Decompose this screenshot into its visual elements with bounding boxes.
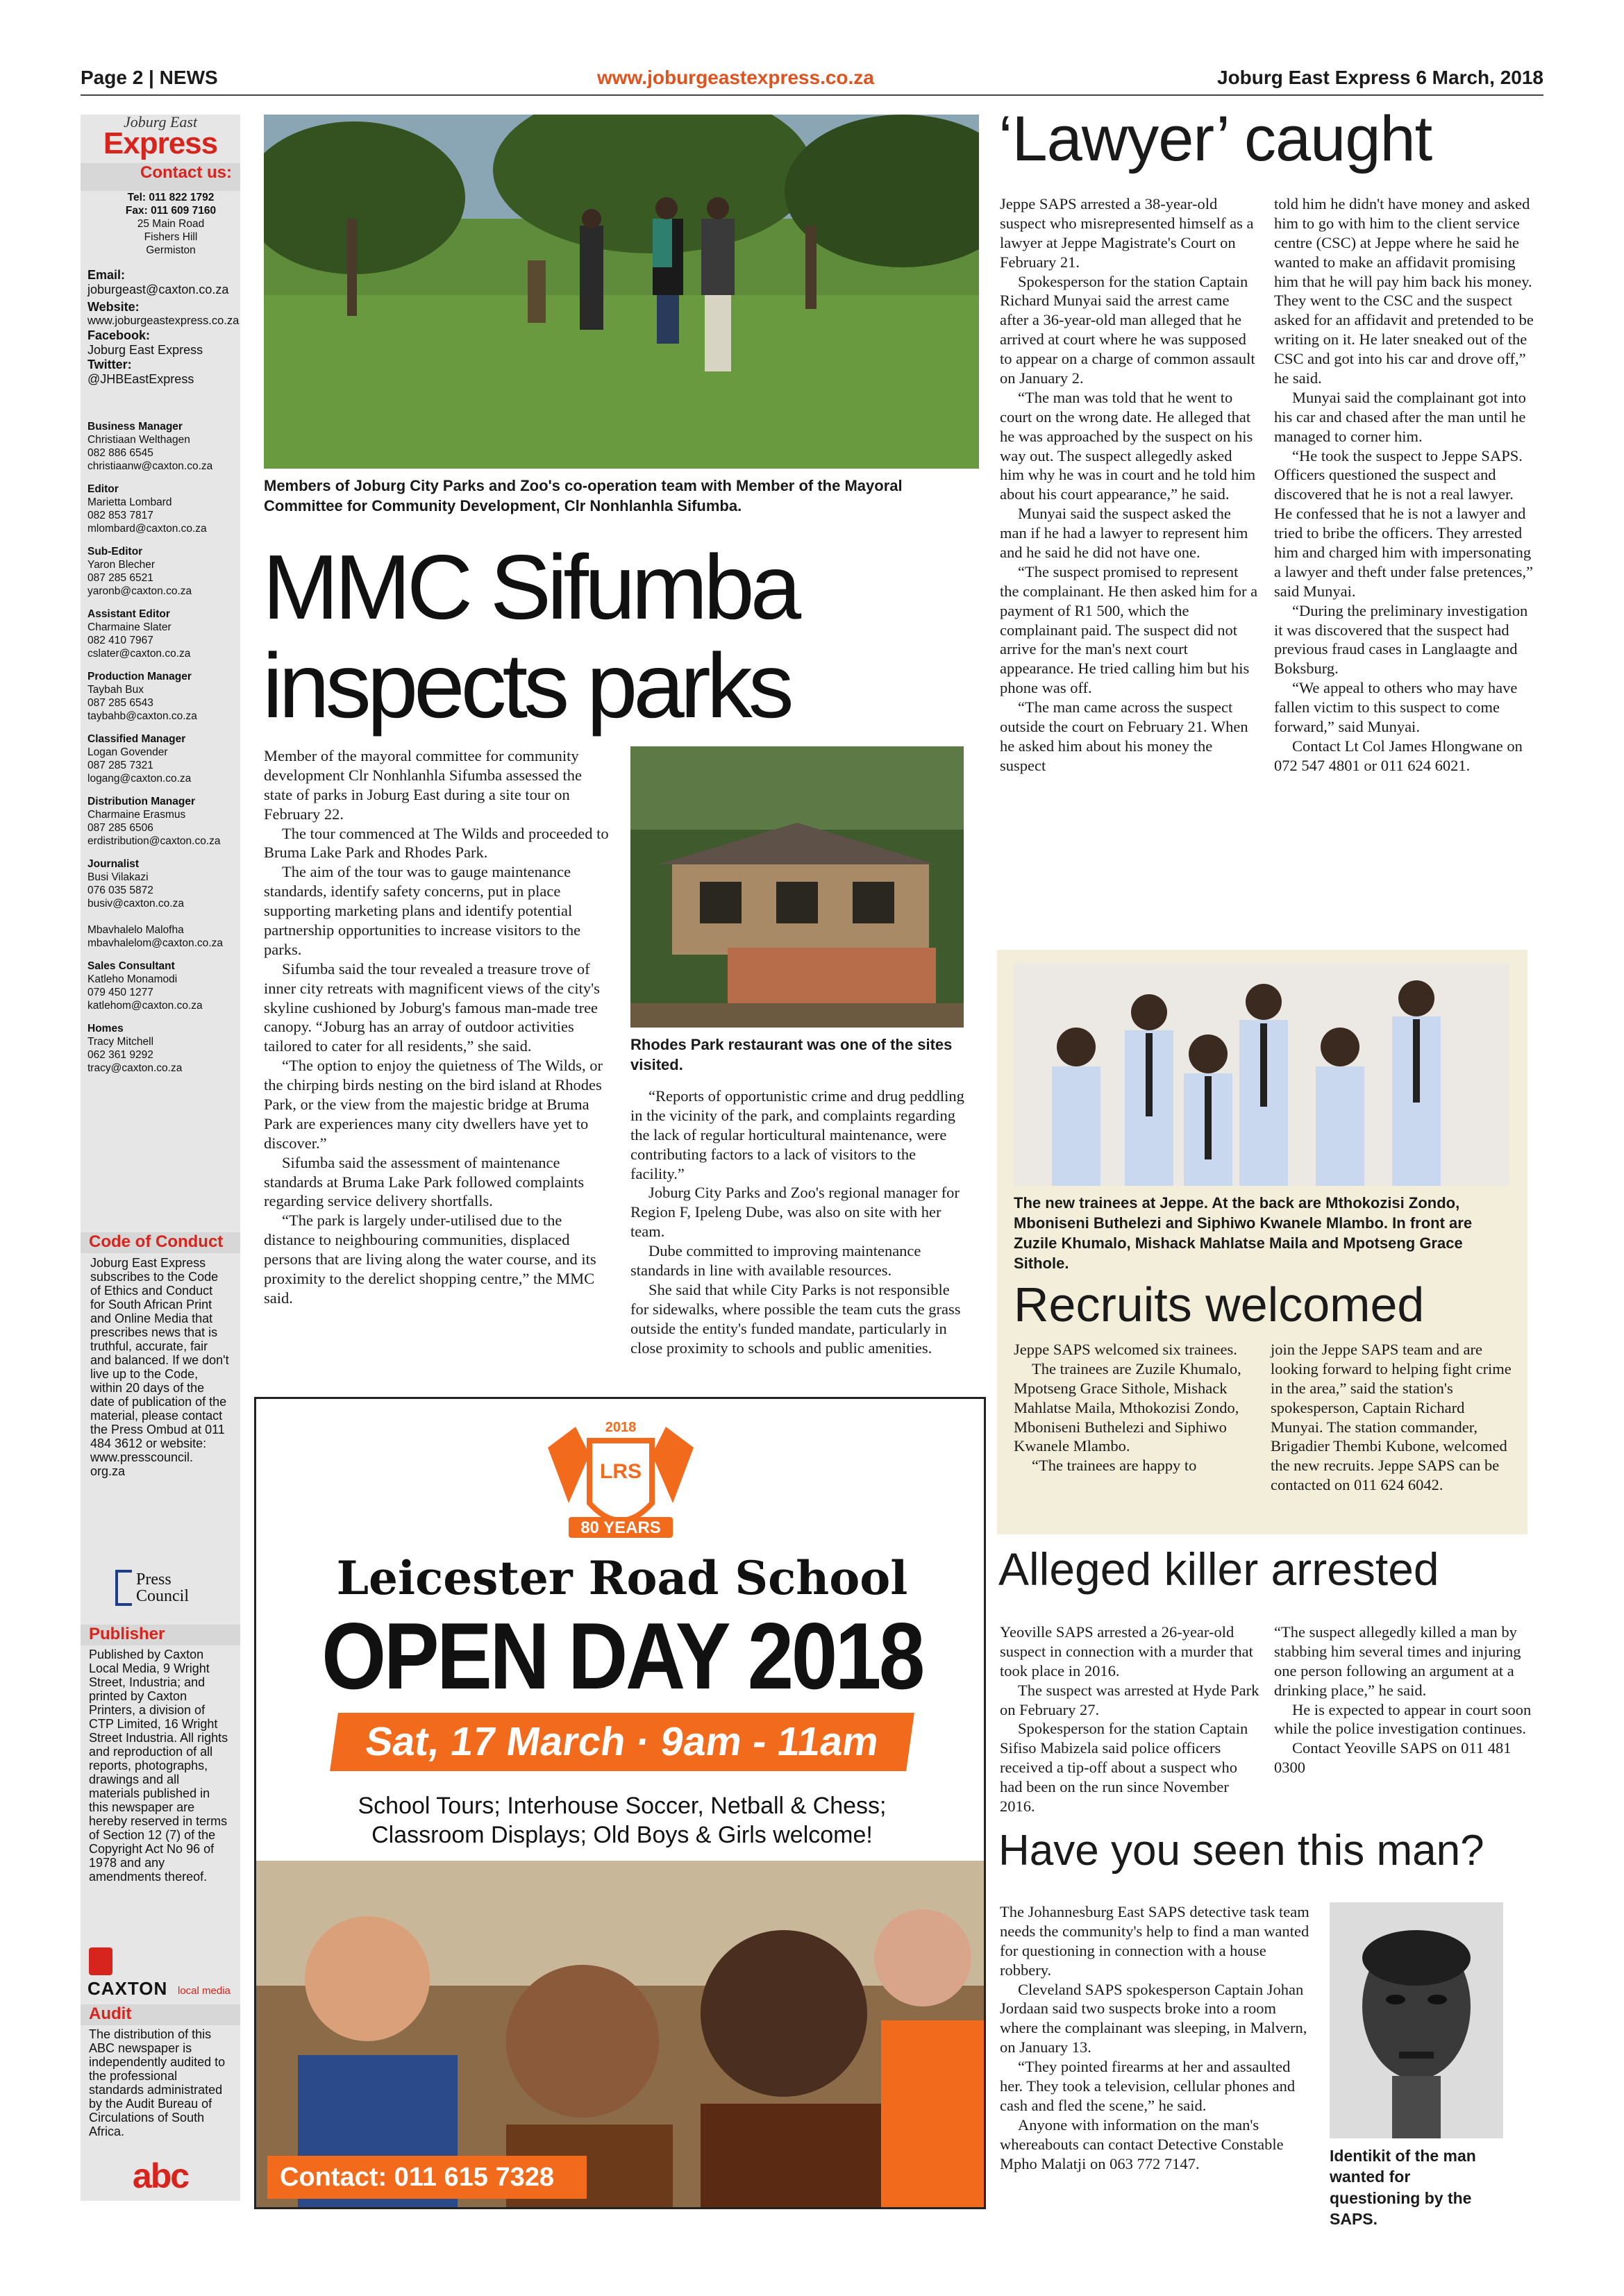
paragraph: Member of the mayoral committee for community development Clr Nonhlanhla Sifumba assessed the state of parks in Joburg East during a site tour on February 22. — [264, 747, 583, 823]
killer-column-1 — [1000, 1623, 1260, 1816]
recruits-photo — [1014, 964, 1509, 1186]
caxton-icon — [89, 1947, 112, 1975]
paragraph: The tour commenced at The Wilds and proceeded to Bruma Lake Park and Rhodes Park. — [264, 824, 609, 862]
website-url[interactable]: www.joburgeastexpress.co.za — [597, 67, 874, 88]
paragraph: “The park is largely under-utilised due to the distance to neighbouring communities, displaced persons that are living along the water course, and its proximity to the derelict shopping centre,” the MMC said. — [264, 1212, 596, 1307]
paragraph: Cleveland SAPS spokesperson Captain Johan Jordaan said two suspects broke into a room where the complainant was sleeping, in Malvern, on January 13. — [1000, 1980, 1307, 2056]
audit-heading: Audit — [89, 2004, 132, 2023]
paragraph: He is expected to appear in court soon while the police investigation continues. — [1274, 1700, 1532, 1738]
staff-list — [81, 420, 240, 1084]
paragraph: told him he didn't have money and asked him to go with him to the client service centre (CSC) at Jeppe where he said he wanted to make an affidavit promising him that he will pay him back his money. They went to the CSC and the suspect asked for an affidavit and pretended to be writing on it. He later sneaked out of the CSC and got into his car and drove off,” he said. — [1274, 195, 1534, 387]
mmc-headline: MMC Sifumba inspects parks — [262, 536, 798, 737]
mmc-column-2 — [630, 1087, 971, 1357]
staff-entry — [87, 857, 240, 950]
staff-detail: Christiaan Welthagen — [87, 434, 190, 446]
school-name: Leicester Road School — [336, 1551, 908, 1605]
publisher-heading: Publisher — [89, 1625, 165, 1643]
identikit-caption: Identikit of the man wanted for questioning by the SAPS. — [1330, 2147, 1476, 2229]
staff-role: Business Manager — [87, 421, 183, 433]
paragraph: The trainees are Zuzile Khumalo, Mpotseng Grace Sithole, Mishack Mahlatse Maila, Mthokozisi Zondo, Mboniseni Buthelezi and Siphiwo Kwanele Mlambo. — [1014, 1359, 1241, 1455]
staff-entry — [87, 732, 240, 785]
staff-detail: 087 285 6543 — [87, 697, 153, 709]
paragraph: Jeppe SAPS welcomed six trainees. — [1014, 1341, 1237, 1358]
paragraph: “We appeal to others who may have fallen victim to this suspect to come forward,” said Munyai. — [1274, 679, 1518, 736]
paragraph: Sifumba said the assessment of maintenance standards at Bruma Lake Park followed complaints regarding service delivery shortfalls. — [264, 1153, 585, 1210]
paragraph: Contact Yeoville SAPS on 011 481 0300 — [1274, 1739, 1512, 1777]
staff-detail[interactable]: taybahb@caxton.co.za — [87, 710, 197, 722]
staff-detail[interactable]: busiv@caxton.co.za — [87, 898, 184, 910]
killer-headline: Alleged killer arrested — [998, 1543, 1439, 1595]
staff-role: Distribution Manager — [87, 796, 196, 807]
paragraph: Yeoville SAPS arrested a 26-year-old suspect in connection with a murder that took place in 2016. — [1000, 1623, 1253, 1679]
identikit-image — [1330, 1902, 1503, 2138]
paragraph: “The man came across the suspect outside the court on February 21. When he asked him about his money the suspect — [1000, 698, 1248, 774]
staff-entry — [87, 545, 240, 598]
staff-detail: Charmaine Erasmus — [87, 809, 186, 821]
activities-line-1: School Tours; Interhouse Soccer, Netball & Chess; — [358, 1793, 887, 1819]
paragraph: “During the preliminary investigation it was discovered that the suspect had previous fraud cases in Langlaagte and Boksburg. — [1274, 601, 1528, 678]
code-of-conduct-heading: Code of Conduct — [89, 1232, 224, 1251]
staff-detail: 076 035 5872 — [87, 885, 153, 896]
lawyer-column-2 — [1274, 194, 1534, 776]
audit-text: The distribution of this ABC newspaper is independently audited to the professional standards administrated by the Audit Bureau of Circulations of South Africa. — [89, 2027, 226, 2138]
sidebar — [81, 115, 240, 2201]
paragraph: “Reports of opportunistic crime and drug peddling in the vicinity of the park, and complaints regarding the lack of regular horticultural maintenance, were contributing factors to a lack of visitors to the facility.” — [630, 1087, 964, 1182]
recruits-photo-image — [1014, 964, 1509, 1186]
staff-detail[interactable]: mlombard@caxton.co.za — [87, 523, 207, 535]
website-link[interactable]: www.joburgeastexpress.co.za — [87, 315, 240, 327]
paragraph: She said that while City Parks is not responsible for sidewalks, where possible the team cuts the grass outside the entity's funded mandate, particularly in close proximity to schools and public amenities. — [630, 1280, 961, 1357]
paragraph: “They pointed firearms at her and assaulted her. They took a television, cellular phones and cash and fled the scene,” he said. — [1000, 2058, 1296, 2114]
staff-role: Journalist — [87, 858, 140, 870]
staff-detail: 087 285 7321 — [87, 760, 153, 771]
paragraph: The Johannesburg East SAPS detective task team needs the community's help to find a man wanted for questioning in connection with a house robbery. — [1000, 1903, 1309, 1979]
lawyer-headline: ‘Lawyer’ caught — [998, 103, 1432, 174]
paragraph: Anyone with information on the man's whereabouts can contact Detective Constable Mpho Malatji on 063 772 7147. — [1000, 2115, 1284, 2172]
paragraph: “He took the suspect to Jeppe SAPS. Officers questioned the suspect and discovered that he is not a real lawyer. He confessed that he is not a lawyer and tried to bribe the officers. They arrested him and charged him with impersonating a lawyer and theft under false pretences,” said Munyai. — [1274, 446, 1533, 600]
missing-headline: Have you seen this man? — [998, 1827, 1484, 1875]
staff-detail[interactable]: tracy@caxton.co.za — [87, 1062, 183, 1074]
staff-entry — [87, 960, 240, 1012]
staff-detail: 082 410 7967 — [87, 635, 153, 646]
staff-detail: Charmaine Slater — [87, 621, 171, 633]
staff-role: Sales Consultant — [87, 960, 175, 972]
masthead-logo: Joburg East Express — [103, 113, 218, 160]
paragraph: “The suspect promised to represent the complainant. He then asked him for a payment of R1 500, which the complainant paid. The suspect did not arrive for the man's next court appearance. He tried calling him but his phone was off. — [1000, 562, 1258, 697]
email-link[interactable]: joburgeast@caxton.co.za — [87, 283, 229, 296]
staff-detail: 062 361 9292 — [87, 1049, 153, 1061]
staff-detail: Taybah Bux — [87, 684, 144, 696]
press-council-icon — [115, 1570, 132, 1606]
recruits-headline: Recruits welcomed — [1014, 1277, 1425, 1332]
parks-photo-caption: Members of Joburg City Parks and Zoo's co-operation team with Member of the Mayoral Committee for Community Development, Clr Nonhlanhla Sifumba. — [264, 477, 903, 515]
staff-detail: 082 886 6545 — [87, 447, 153, 459]
facebook-link[interactable]: Joburg East Express — [87, 343, 203, 357]
staff-role: Production Manager — [87, 671, 192, 682]
staff-detail[interactable]: logang@caxton.co.za — [87, 773, 192, 785]
parks-team-photo-image — [264, 115, 979, 469]
staff-role: Editor — [87, 483, 119, 495]
staff-detail[interactable]: katlehom@caxton.co.za — [87, 1000, 203, 1012]
open-day-advert — [254, 1397, 986, 2209]
activities-line-2: Classroom Displays; Old Boys & Girls welcome! — [371, 1822, 873, 1848]
staff-detail: 082 853 7817 — [87, 510, 153, 521]
staff-detail: 079 450 1277 — [87, 987, 153, 998]
paragraph: Dube committed to improving maintenance standards in line with available resources. — [630, 1242, 921, 1280]
staff-detail: Busi Vilakazi — [87, 871, 149, 883]
paragraph: “The suspect allegedly killed a man by stabbing him several times and injuring one person following an argument at a drinking place,” he said. — [1274, 1623, 1521, 1699]
abc-logo: abc — [132, 2156, 189, 2195]
page-section-label: Page 2 | NEWS — [81, 67, 218, 88]
staff-entry — [87, 795, 240, 848]
contact-block: Tel: 011 822 1792 Fax: 011 609 7160 25 Main Road Fishers Hill Germiston — [125, 192, 217, 256]
killer-column-2 — [1274, 1623, 1534, 1777]
recruits-column-1 — [1014, 1340, 1253, 1475]
staff-detail: 087 285 6521 — [87, 572, 153, 584]
contact-heading: Contact us: — [140, 163, 232, 182]
paragraph: Munyai said the suspect asked the man if he had a lawyer to represent him and he said he did not have one. — [1000, 505, 1248, 562]
staff-detail: Marietta Lombard — [87, 496, 172, 508]
staff-detail — [87, 910, 240, 923]
staff-entry — [87, 420, 240, 473]
staff-role: Classified Manager — [87, 733, 186, 745]
press-council-logo: Press Council — [81, 1566, 240, 1614]
paragraph: “The man was told that he went to court on the wrong date. He alleged that he was approached by the suspect on his way out. The suspect allegedly asked him why he was in court and he told him about his court appearance,” he said. — [1000, 388, 1256, 503]
identikit-face — [1330, 1902, 1503, 2138]
rhodes-park-restaurant-image — [630, 746, 964, 1028]
rhodes-photo-caption: Rhodes Park restaurant was one of the sites visited. — [630, 1036, 953, 1074]
paragraph: “The option to enjoy the quietness of The Wilds, or the chirping birds nesting on the bird island at Rhodes Park, or the view from the majestic bridge at Bruma Park are experiences many city dwellers have yet to discover.” — [264, 1057, 603, 1152]
recruits-photo-caption: The new trainees at Jeppe. At the back are Mthokozisi Zondo, Mboniseni Buthelezi and Siphiwo Kwanele Mlambo. In front are Zuzile Khumalo, Mishack Mahlatse Maila and Mpotseng Grace Sithole. — [1014, 1194, 1473, 1273]
caxton-logo: CAXTON local media — [81, 1947, 240, 1996]
staff-detail: 087 285 6506 — [87, 822, 153, 834]
parks-team-photo — [264, 115, 979, 469]
contact-phone-banner[interactable]: Contact: 011 615 7328 — [267, 2156, 587, 2199]
paragraph: Contact Lt Col James Hlongwane on 072 547 4801 or 011 624 6021. — [1274, 737, 1523, 774]
staff-detail: Yaron Blecher — [87, 559, 156, 571]
publisher-text: Published by Caxton Local Media, 9 Wright Street, Industria; and printed by Caxton Printers, a division of CTP Limited, 16 Wright Street Industria. All rights and reproduction of all reports, photographs, drawings and all materials published in this newspaper are hereby reserved in terms of Section 12 (7) of the Copyright Act No 96 of 1978 and any amendments thereof. — [89, 1648, 228, 1884]
open-day-title: OPEN DAY 2018 — [321, 1603, 923, 1709]
staff-detail[interactable]: cslater@caxton.co.za — [87, 648, 191, 660]
staff-detail: Tracy Mitchell — [87, 1036, 154, 1048]
staff-detail[interactable]: erdistribution@caxton.co.za — [87, 835, 221, 847]
open-day-date-banner: Sat, 17 March · 9am - 11am — [330, 1713, 914, 1771]
staff-role: Sub-Editor — [87, 546, 143, 558]
twitter-link[interactable]: @JHBEastExpress — [87, 372, 194, 386]
staff-detail: Mbavhalelo Malofha — [87, 924, 184, 936]
paragraph: The suspect was arrested at Hyde Park on February 27. — [1000, 1681, 1259, 1718]
paragraph: “The trainees are happy to — [1032, 1457, 1197, 1475]
header-rule — [81, 94, 1543, 96]
staff-entry — [87, 483, 240, 535]
paragraph: Spokesperson for the station Captain Sifiso Mabizela said police officers received a tip-off about a suspect who had been on the run since November 2016. — [1000, 1720, 1248, 1816]
code-of-conduct-text: Joburg East Express subscribes to the Code of Ethics and Conduct for South African Print and Online Media that prescribes news that is truthful, accurate, fair and balanced. If we don't live up to the Code, within 20 days of the date of publication of the material, please contact the Press Ombud at 011 484 3612 or website: www.presscouncil. org.za — [90, 1256, 229, 1478]
recruits-column-2 — [1271, 1340, 1514, 1495]
staff-entry — [87, 1022, 240, 1075]
staff-detail[interactable]: yaronb@caxton.co.za — [87, 585, 192, 597]
staff-role: Homes — [87, 1023, 124, 1034]
staff-detail[interactable]: mbavhalelom@caxton.co.za — [87, 937, 223, 949]
lawyer-column-1 — [1000, 194, 1260, 776]
paragraph: Sifumba said the tour revealed a treasure trove of inner city retreats with magnificent views of the city's skyline cushioned by Joburg's famous man-made tree canopy. “Joburg has an array of outdoor activities tailored to cater for all residents,” she said. — [264, 960, 600, 1055]
paragraph: join the Jeppe SAPS team and are looking forward to helping fight crime in the area,” said the station's spokesperson, Captain Richard Munyai. The station commander, Brigadier Thembi Kubone, welcomed the new recruits. Jeppe SAPS can be contacted on 011 624 6042. — [1271, 1341, 1512, 1494]
paragraph: Joburg City Parks and Zoo's regional manager for Region F, Ipeleng Dube, was also on site with her team. — [630, 1184, 960, 1241]
staff-detail: Katleho Monamodi — [87, 973, 178, 985]
staff-entry — [87, 607, 240, 660]
missing-column-1 — [1000, 1902, 1316, 2173]
staff-role: Assistant Editor — [87, 608, 170, 620]
paragraph: Spokesperson for the station Captain Richard Munyai said the arrest came after a 36-year-old man alleged that he arrived at court where he was supposed to appear on a charge of common assault on January 2. — [1000, 272, 1255, 387]
staff-entry — [87, 670, 240, 723]
paragraph: The aim of the tour was to gauge maintenance standards, identify safety concerns, put in place supporting marketing plans and identify potential partnership opportunities to increase visitors to the parks. — [264, 863, 581, 958]
online-contacts: Email: joburgeast@caxton.co.za Website: www.joburgeastexpress.co.za Facebook: Joburg East Express Twitter: @JHBEastExpress — [87, 268, 240, 386]
staff-detail[interactable]: christiaanw@caxton.co.za — [87, 460, 213, 472]
rhodes-park-restaurant-photo — [630, 746, 964, 1028]
paragraph: Jeppe SAPS arrested a 38-year-old suspect who misrepresented himself as a lawyer at Jeppe Magistrate's Court on February 21. — [1000, 195, 1254, 271]
mmc-column-1 — [264, 746, 611, 1308]
issue-date: Joburg East Express 6 March, 2018 — [1217, 67, 1543, 88]
school-crest: 2018 LRS 80 YEARS — [520, 1420, 721, 1545]
paragraph: Munyai said the complainant got into his car and chased after the man until he managed to corner him. — [1274, 388, 1526, 445]
staff-detail: Logan Govender — [87, 746, 168, 758]
